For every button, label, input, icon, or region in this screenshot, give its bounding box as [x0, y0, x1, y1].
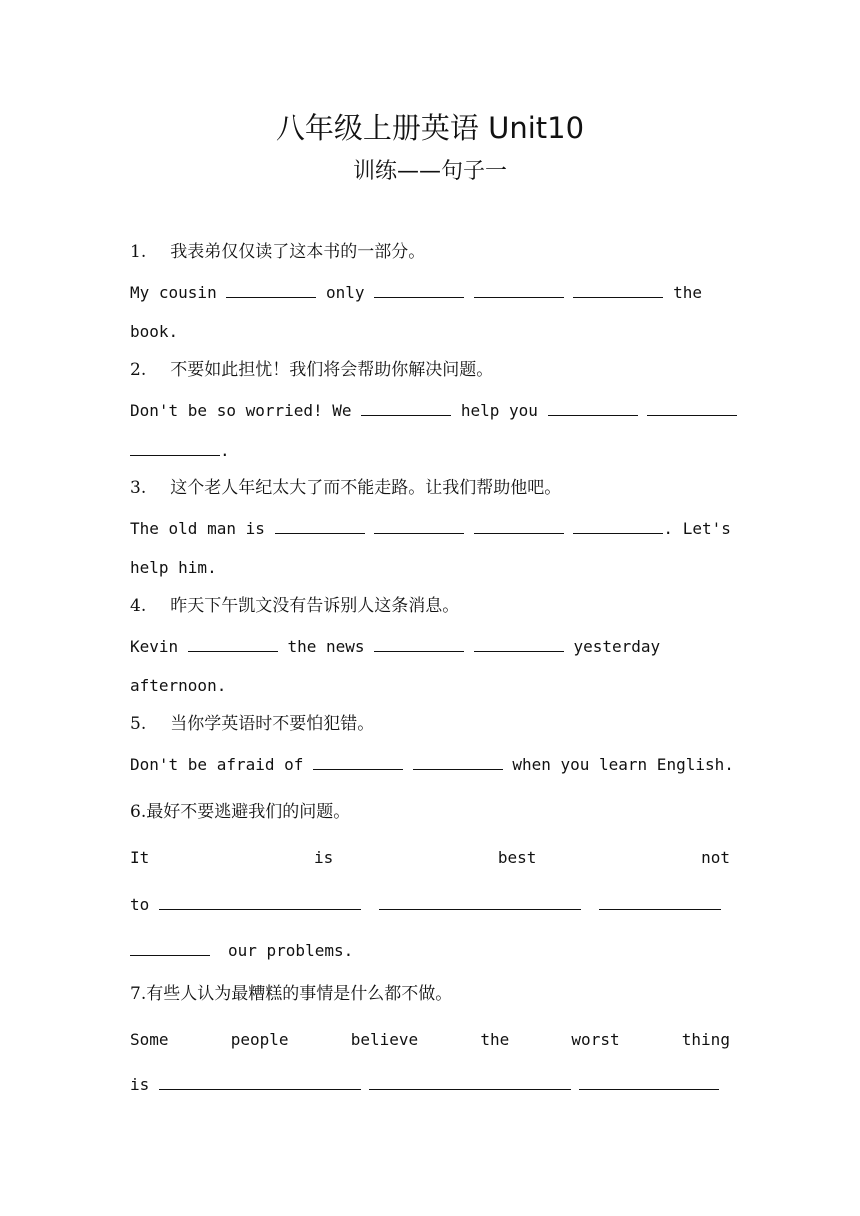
- question-4-english-cont: afternoon.: [130, 676, 227, 695]
- question-number: 2.: [130, 360, 147, 380]
- question-3-prompt: [130, 476, 730, 500]
- page-title: 八年级上册英语 Unit10: [275, 111, 585, 145]
- answer-blank[interactable]: [579, 1072, 719, 1090]
- answer-blank[interactable]: [361, 398, 451, 416]
- answer-blank[interactable]: [573, 280, 663, 298]
- answer-blank[interactable]: [474, 634, 564, 652]
- answer-blank[interactable]: [647, 398, 737, 416]
- question-5-prompt: [130, 712, 730, 736]
- question-5-english: Don't be afraid of when you learn English.: [130, 752, 730, 777]
- answer-blank[interactable]: [474, 516, 564, 534]
- answer-blank[interactable]: [313, 752, 403, 770]
- answer-blank[interactable]: [159, 1072, 361, 1090]
- answer-blank[interactable]: [379, 892, 581, 910]
- question-6-english: It is best not: [130, 848, 730, 867]
- question-1-english: My cousin only the: [130, 280, 730, 305]
- question-4-prompt: [130, 594, 730, 618]
- answer-blank[interactable]: [573, 516, 663, 534]
- question-2-english: Don't be so worried! We help you: [130, 398, 730, 423]
- chinese-sentence: 这个老人年纪太大了而不能走路。让我们帮助他吧。: [170, 478, 562, 498]
- answer-blank[interactable]: [548, 398, 638, 416]
- answer-blank[interactable]: [374, 516, 464, 534]
- answer-blank[interactable]: [159, 892, 361, 910]
- answer-blank[interactable]: [226, 280, 316, 298]
- question-number: 1.: [130, 242, 147, 262]
- answer-blank[interactable]: [369, 1072, 571, 1090]
- answer-blank[interactable]: [599, 892, 721, 910]
- question-number: 4.: [130, 596, 147, 616]
- answer-blank[interactable]: [474, 280, 564, 298]
- question-7-english: Some people believe the worst thing: [130, 1030, 730, 1049]
- question-3-english: The old man is . Let's: [130, 516, 730, 541]
- question-7-prompt: 7.有些人认为最糟糕的事情是什么都不做。: [130, 984, 453, 1004]
- chinese-sentence: 昨天下午凯文没有告诉别人这条消息。: [170, 596, 460, 616]
- question-2-prompt: [130, 358, 730, 382]
- answer-blank[interactable]: [130, 438, 220, 456]
- answer-blank[interactable]: [130, 938, 210, 956]
- answer-blank[interactable]: [275, 516, 365, 534]
- chinese-sentence: 当你学英语时不要怕犯错。: [170, 714, 375, 734]
- question-2-english-cont: .: [130, 438, 730, 463]
- answer-blank[interactable]: [188, 634, 278, 652]
- question-1-prompt: [130, 240, 730, 264]
- question-6-prompt: 6.最好不要逃避我们的问题。: [130, 802, 351, 822]
- page-subtitle: 训练——句子一: [352, 159, 507, 184]
- question-number: 5.: [130, 714, 147, 734]
- chinese-sentence: 不要如此担忧！我们将会帮助你解决问题。: [170, 360, 494, 380]
- question-1-english-cont: book.: [130, 322, 179, 341]
- answer-blank[interactable]: [374, 634, 464, 652]
- question-4-english: Kevin the news yesterday: [130, 634, 730, 659]
- question-number: 3.: [130, 478, 147, 498]
- question-6-english-cont2: our problems.: [130, 938, 730, 963]
- chinese-sentence: 我表弟仅仅读了这本书的一部分。: [170, 242, 426, 262]
- answer-blank[interactable]: [413, 752, 503, 770]
- answer-blank[interactable]: [374, 280, 464, 298]
- question-6-english-cont: to: [130, 892, 730, 917]
- question-3-english-cont: help him.: [130, 558, 217, 577]
- question-7-english-cont: is: [130, 1072, 730, 1097]
